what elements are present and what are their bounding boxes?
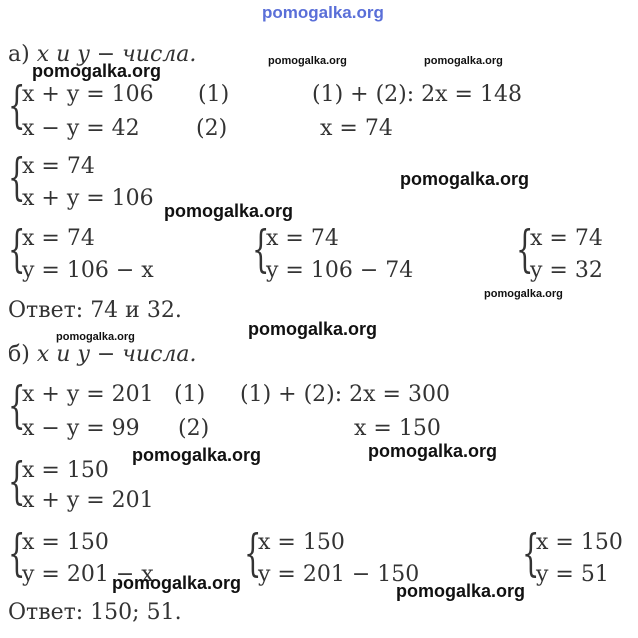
part-b-heading-text: x и y − числа. — [36, 342, 197, 367]
a-answer: Ответ: 74 и 32. — [8, 298, 182, 323]
a-sys1-eq1: x + y = 106 — [22, 82, 154, 107]
part-b-heading — [8, 344, 197, 366]
part-a-letter: а) — [8, 42, 30, 67]
brace-icon: { — [8, 76, 26, 134]
b-label-1: (1) — [174, 382, 206, 407]
brace-icon: { — [252, 220, 270, 278]
b-sys2-eq1: x = 150 — [22, 458, 109, 483]
part-b-letter: б) — [8, 342, 30, 367]
a-sys2-eq1: x = 74 — [22, 154, 95, 179]
a-x-line: x = 74 — [320, 116, 393, 141]
b-sys3a-eq2: y = 201 − x — [22, 562, 154, 587]
a-sum-line: (1) + (2): 2x = 148 — [312, 82, 522, 107]
brace-icon: { — [8, 376, 26, 434]
b-sys3a-eq1: x = 150 — [22, 530, 109, 555]
watermark: pomogalka.org — [248, 319, 378, 339]
b-x-line: x = 150 — [354, 416, 441, 441]
watermark-top[interactable]: pomogalka.org — [262, 3, 384, 22]
a-sys3c-eq1: x = 74 — [530, 226, 603, 251]
b-label-2: (2) — [178, 416, 210, 441]
a-sys3c-eq2: y = 32 — [530, 258, 603, 283]
watermark: pomogalka.org — [112, 573, 242, 593]
brace-icon: { — [8, 220, 26, 278]
b-sys3b-eq1: x = 150 — [258, 530, 345, 555]
b-sys3c-eq2: y = 51 — [536, 562, 609, 587]
b-sys1-eq1: x + y = 201 — [22, 382, 154, 407]
b-answer: Ответ: 150; 51. — [8, 600, 182, 625]
brace-icon: { — [244, 524, 262, 582]
watermark: pomogalka.org — [484, 288, 563, 300]
a-sys2-eq2: x + y = 106 — [22, 186, 154, 211]
a-sys3b-eq1: x = 74 — [266, 226, 339, 251]
watermark: pomogalka.org — [56, 331, 135, 343]
watermark: pomogalka.org — [368, 441, 498, 461]
b-sum-line: (1) + (2): 2x = 300 — [240, 382, 450, 407]
a-label-1: (1) — [198, 82, 230, 107]
a-label-2: (2) — [196, 116, 228, 141]
a-sys3b-eq2: y = 106 − 74 — [266, 258, 414, 283]
watermark: pomogalka.org — [400, 169, 530, 189]
b-sys2-eq2: x + y = 201 — [22, 488, 154, 513]
a-sys3a-eq1: x = 74 — [22, 226, 95, 251]
a-sys1-eq2: x − y = 42 — [22, 116, 140, 141]
brace-icon: { — [516, 220, 534, 278]
part-a-heading-text: x и y − числа. — [36, 42, 197, 67]
watermark: pomogalka.org — [268, 55, 347, 67]
watermark: pomogalka.org — [424, 55, 503, 67]
a-sys3a-eq2: y = 106 − x — [22, 258, 154, 283]
brace-icon: { — [8, 148, 26, 206]
b-sys1-eq2: x − y = 99 — [22, 416, 140, 441]
watermark: pomogalka.org — [132, 445, 262, 465]
watermark: pomogalka.org — [32, 61, 162, 81]
brace-icon: { — [8, 452, 26, 510]
watermark: pomogalka.org — [396, 581, 526, 601]
b-sys3b-eq2: y = 201 − 150 — [258, 562, 420, 587]
watermark: pomogalka.org — [164, 201, 294, 221]
brace-icon: { — [522, 524, 540, 582]
b-sys3c-eq1: x = 150 — [536, 530, 623, 555]
brace-icon: { — [8, 524, 26, 582]
